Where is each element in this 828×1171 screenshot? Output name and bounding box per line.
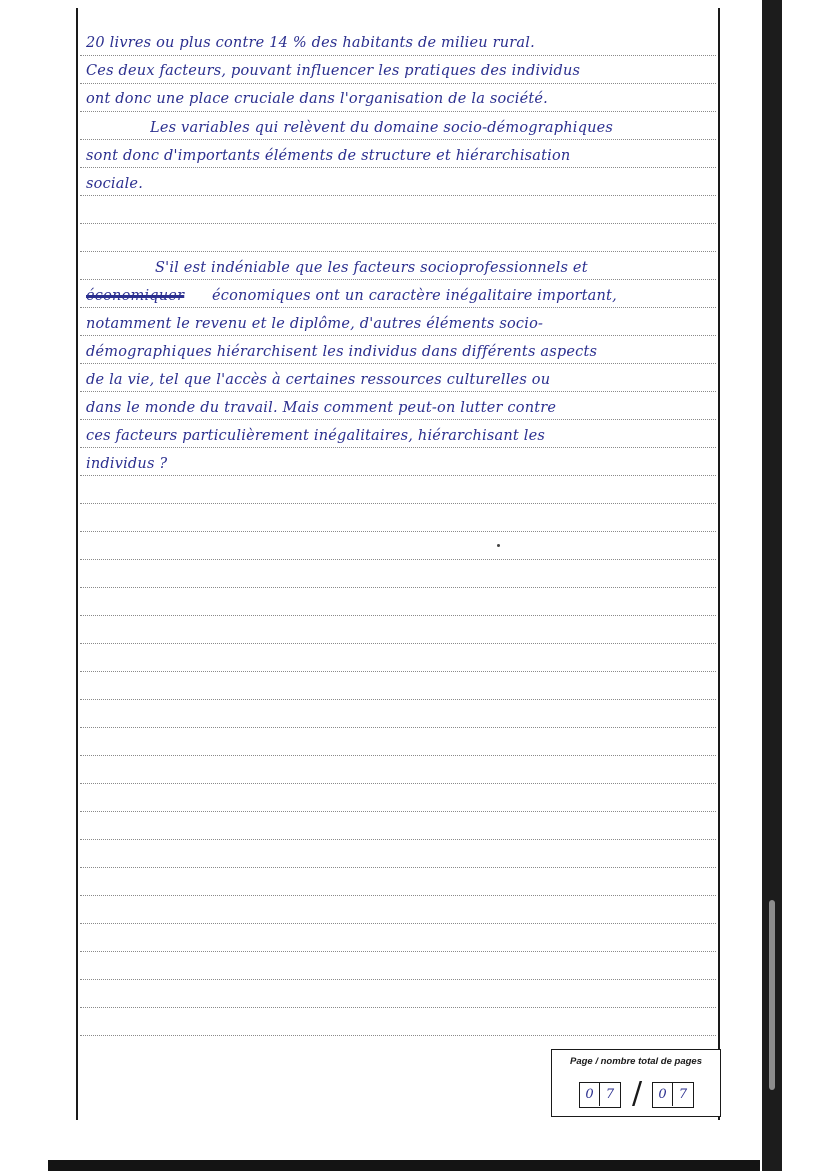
ruled-line (80, 223, 716, 224)
handwritten-line: Les variables qui relèvent du domaine socio-démographiques (150, 120, 614, 136)
struck-text: économiquer (86, 288, 185, 304)
total-page-digit: 7 (678, 1087, 688, 1102)
ruled-lines (80, 55, 716, 1055)
ruled-line (80, 83, 716, 84)
ruled-line (80, 839, 716, 840)
page-number-box (551, 1049, 721, 1117)
ruled-line (80, 895, 716, 896)
ruled-line (80, 195, 716, 196)
handwritten-line: dans le monde du travail. Mais comment peut-on lutter contre (86, 400, 557, 416)
current-page-digits (579, 1082, 621, 1108)
ruled-line (80, 923, 716, 924)
handwritten-line: sociale. (86, 176, 144, 192)
handwritten-line: démographiques hiérarchisent les individus dans différents aspects (86, 344, 598, 360)
struck-word (86, 286, 208, 306)
page-separator: / (632, 1076, 643, 1111)
ruled-line (80, 811, 716, 812)
page-box-label: Page / nombre total de pages (570, 1056, 702, 1067)
total-page-digit: 0 (653, 1083, 673, 1106)
handwritten-line: individus ? (86, 456, 168, 472)
handwritten-line: Ces deux facteurs, pouvant influencer les pratiques des individus (86, 63, 581, 79)
ruled-line (80, 139, 716, 140)
ink-dot (497, 544, 500, 547)
bottom-border (48, 1160, 760, 1171)
ruled-line (80, 615, 716, 616)
ruled-line (80, 699, 716, 700)
ruled-line (80, 727, 716, 728)
left-margin-line (76, 8, 78, 1120)
handwritten-line: ont donc une place cruciale dans l'organisation de la société. (86, 91, 548, 107)
ruled-line (80, 559, 716, 560)
total-pages-digits (652, 1082, 694, 1108)
handwritten-line: S'il est indéniable que les facteurs socioprofessionnels et (155, 260, 588, 276)
ruled-line (80, 167, 716, 168)
handwritten-line: sont donc d'importants éléments de structure et hiérarchisation (86, 148, 571, 164)
ruled-line (80, 447, 716, 448)
handwritten-line: économiques ont un caractère inégalitaire important, (212, 288, 617, 304)
ruled-line (80, 307, 716, 308)
current-page-digit: 0 (580, 1083, 600, 1106)
scrollbar-thumb[interactable] (769, 900, 775, 1090)
ruled-line (80, 1035, 716, 1036)
handwritten-line: notamment le revenu et le diplôme, d'autres éléments socio- (86, 316, 544, 332)
ruled-line (80, 475, 716, 476)
ruled-line (80, 363, 716, 364)
current-page-digit: 7 (605, 1087, 615, 1102)
ruled-line (80, 419, 716, 420)
handwritten-line: ces facteurs particulièrement inégalitaires, hiérarchisant les (86, 428, 545, 444)
ruled-line (80, 391, 716, 392)
ruled-line (80, 111, 716, 112)
ruled-line (80, 783, 716, 784)
ruled-line (80, 587, 716, 588)
handwritten-line: de la vie, tel que l'accès à certaines ressources culturelles ou (86, 372, 551, 388)
ruled-line (80, 503, 716, 504)
ruled-line (80, 979, 716, 980)
ruled-line (80, 279, 716, 280)
ruled-line (80, 951, 716, 952)
handwritten-line: 20 livres ou plus contre 14 % des habitants de milieu rural. (86, 35, 535, 51)
ruled-line (80, 643, 716, 644)
ruled-line (80, 755, 716, 756)
right-margin-line (718, 8, 720, 1120)
ruled-line (80, 1007, 716, 1008)
ruled-line (80, 867, 716, 868)
ruled-line (80, 335, 716, 336)
ruled-line (80, 251, 716, 252)
ruled-line (80, 55, 716, 56)
ruled-line (80, 531, 716, 532)
ruled-line (80, 671, 716, 672)
